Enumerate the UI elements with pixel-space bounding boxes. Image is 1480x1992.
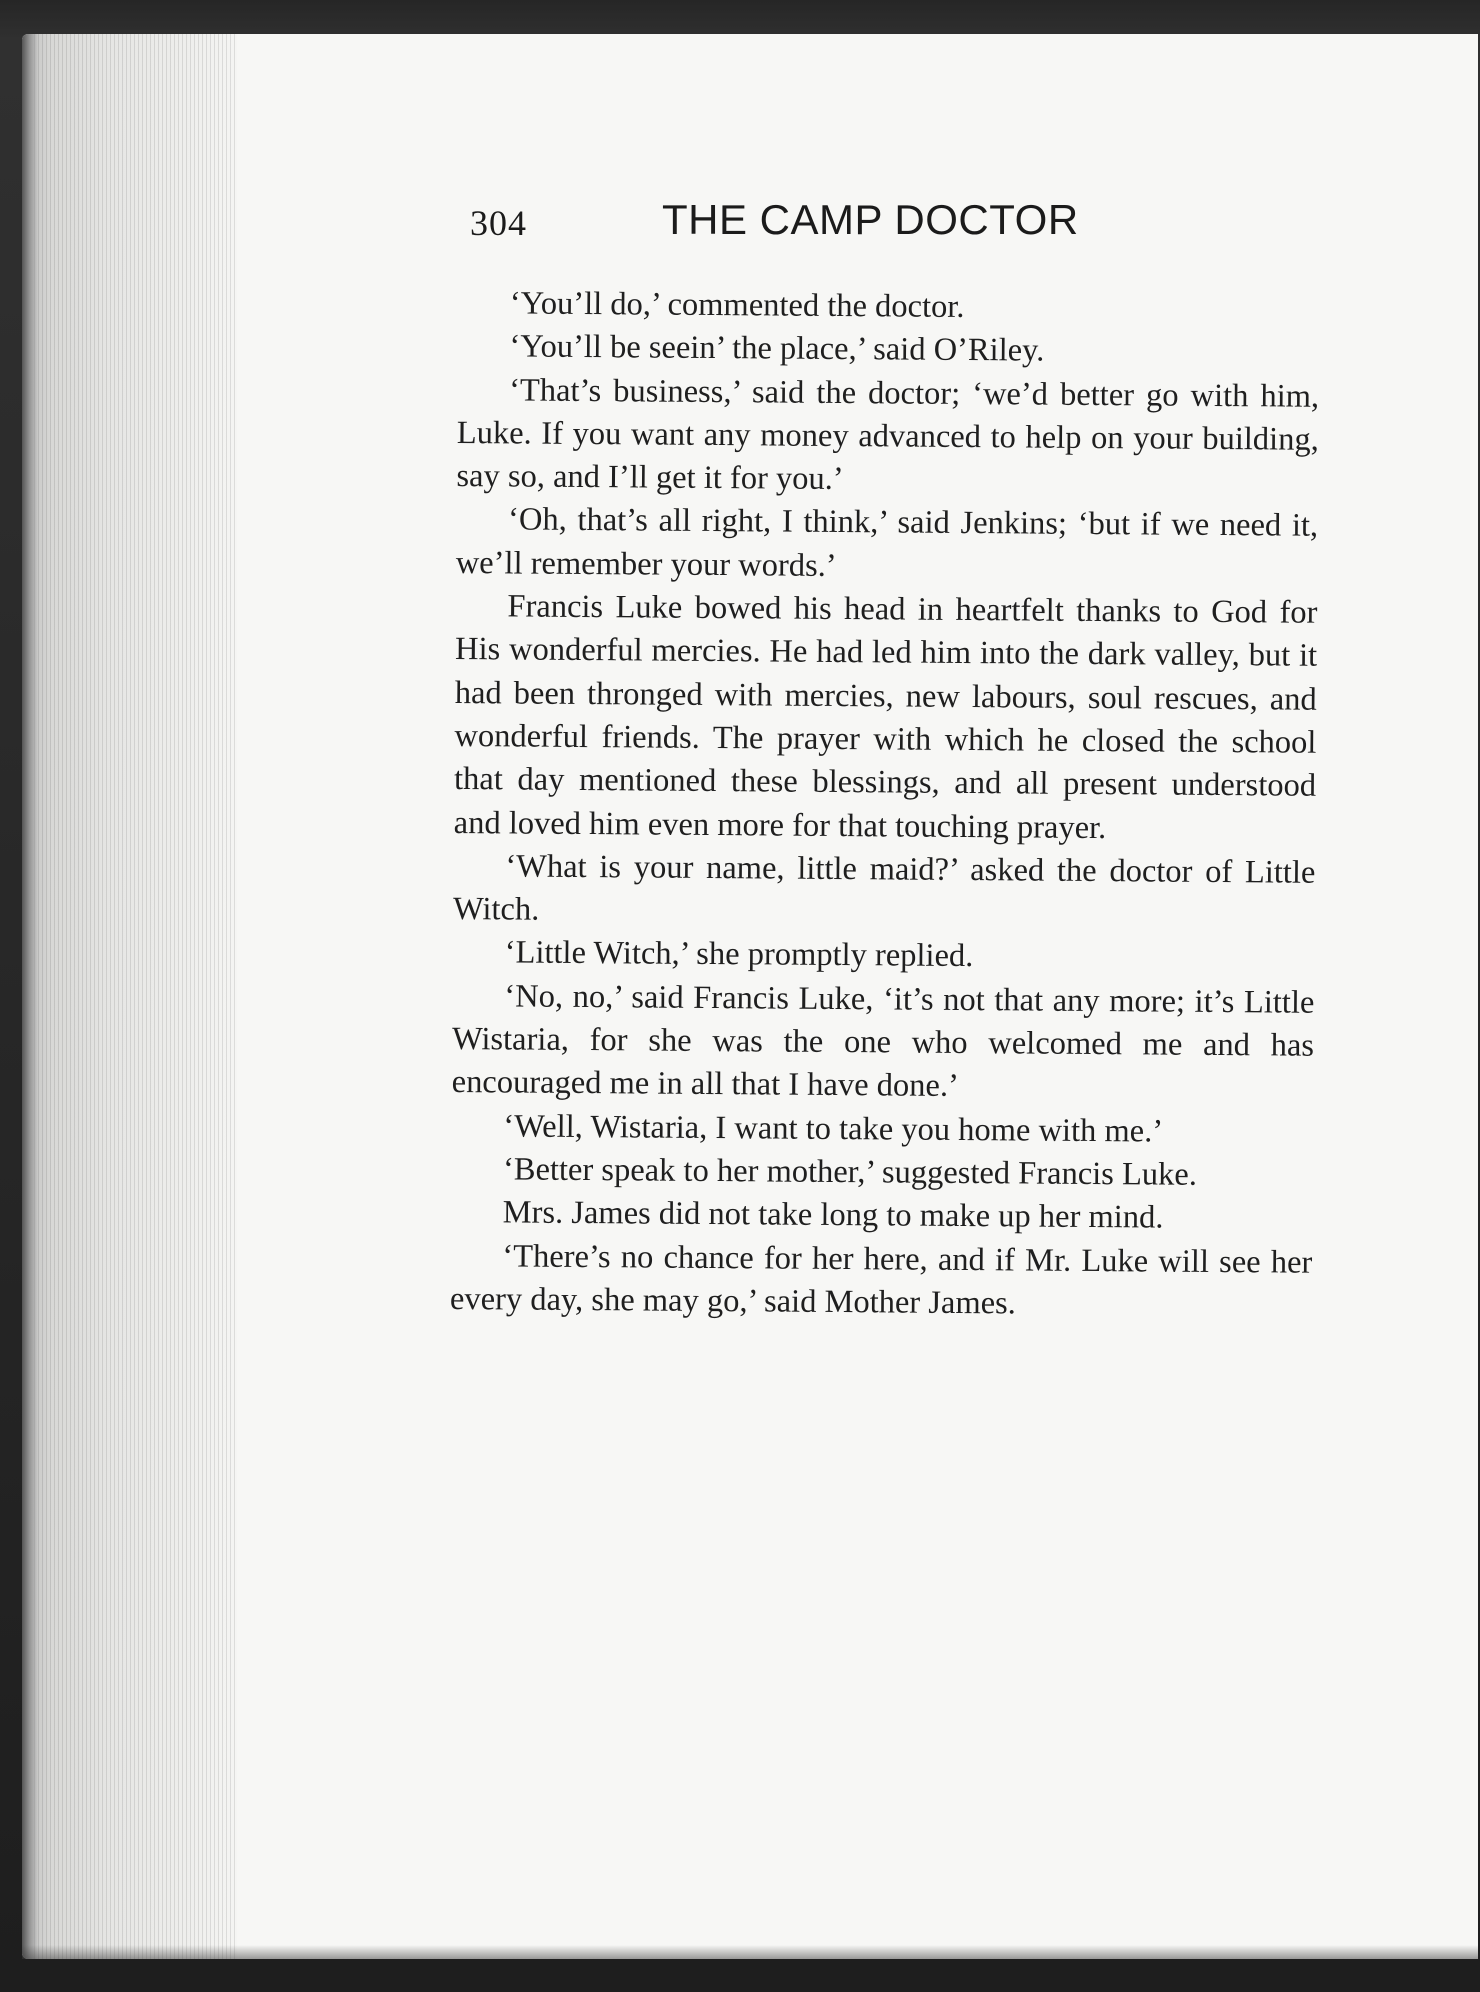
page-stack-edges <box>22 34 237 1959</box>
paragraph: ‘That’s business,’ said the doctor; ‘we’d better go with him, Luke. If you want any money advanced to help on your building, say so, and I’ll get it for you.’ <box>456 371 1320 498</box>
page-bottom-shadow <box>22 1945 1478 1959</box>
paragraph: ‘You’ll be seein’ the place,’ said O’Riley. <box>509 328 1045 369</box>
paragraph: ‘Oh, that’s all right, I think,’ said Jenkins; ‘but if we need it, we’ll remember your words.’ <box>455 501 1319 584</box>
paragraph: Francis Luke bowed his head in heartfelt thanks to God for His wonderful mercies. He had led him into the dark valley, but it had been thronged with mercies, new labours, soul rescues, and wonderful friends. The prayer with which he closed the school that day mentioned these blessings, and all present understood and loved him even more for that touching prayer. <box>453 588 1318 846</box>
running-head-title: THE CAMP DOCTOR <box>662 196 1079 243</box>
page-header <box>470 196 1140 252</box>
paragraph: Mrs. James did not take long to make up her mind. <box>502 1194 1164 1236</box>
paragraph: ‘Better speak to her mother,’ suggested Francis Luke. <box>502 1151 1198 1193</box>
body-text <box>450 282 1320 1328</box>
paragraph: ‘Well, Wistaria, I want to take you home with me.’ <box>503 1108 1164 1150</box>
paragraph: ‘No, no,’ said Francis Luke, ‘it’s not that any more; it’s Little Wistaria, for she was the one who welcomed me and has encouraged me in all that I have done.’ <box>451 978 1315 1105</box>
paragraph: ‘Little Witch,’ she promptly replied. <box>504 934 974 975</box>
paragraph: ‘There’s no chance for her here, and if Mr. Luke will see her every day, she may go,’ said Mother James. <box>449 1237 1313 1322</box>
paragraph: ‘You’ll do,’ commented the doctor. <box>509 285 965 325</box>
page-number: 304 <box>470 203 527 243</box>
paragraph: ‘What is your name, little maid?’ asked the doctor of Little Witch. <box>452 848 1316 928</box>
